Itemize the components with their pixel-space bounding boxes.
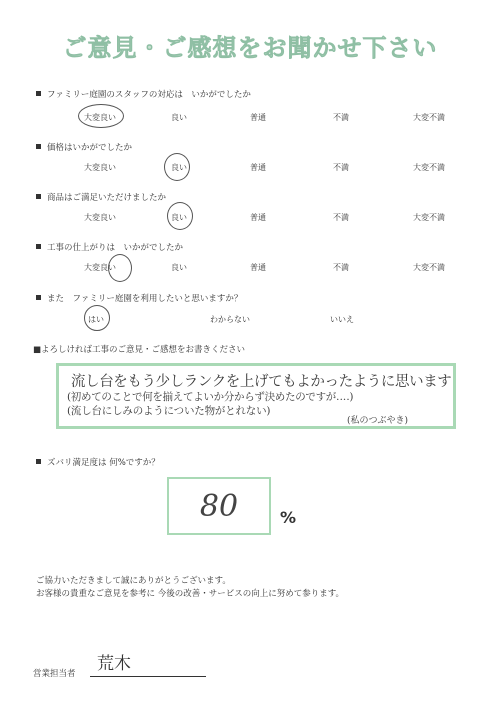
q3-option-very-dissatisfied[interactable]: 大変不満 <box>413 213 445 222</box>
thanks-line: ご協力いただきまして誠にありがとうございます。 <box>36 576 231 586</box>
comment-line: (流し台にしみのようについた物がとれない) <box>67 405 271 417</box>
thanks-line: お客様の貴重なご意見を参考に 今後の改善・サービスの向上に努めて参ります。 <box>36 589 345 599</box>
q5-option-no[interactable]: いいえ <box>330 315 354 324</box>
selection-circle <box>167 202 193 230</box>
bullet-square-icon <box>36 459 41 464</box>
question-label: 工事の仕上がりは いかがでしたか <box>47 243 184 253</box>
question-staff <box>36 88 251 100</box>
q2-option-good[interactable]: 良い <box>171 163 187 172</box>
q2-option-very-dissatisfied[interactable]: 大変不満 <box>413 163 445 172</box>
q4-option-dissatisfied[interactable]: 不満 <box>333 263 349 272</box>
signature-line <box>90 676 206 677</box>
comment-line: (初めてのことで何を揃えてよいか分からず決めたのですが‥‥) <box>67 391 354 403</box>
selection-circle <box>78 104 124 128</box>
q3-option-normal[interactable]: 普通 <box>250 213 266 222</box>
comment-line: 流し台をもう少しランクを上げてもよかったように思います <box>71 374 452 390</box>
q1-option-very-dissatisfied[interactable]: 大変不満 <box>413 113 445 122</box>
selection-circle <box>108 254 132 282</box>
question-label: ファミリー庭園のスタッフの対応は いかがでしたか <box>47 90 251 100</box>
q1-option-dissatisfied[interactable]: 不満 <box>333 113 349 122</box>
percent-sign: % <box>280 508 297 527</box>
question-label: 商品はご満足いただけましたか <box>47 193 167 203</box>
q1-option-normal[interactable]: 普通 <box>250 113 266 122</box>
staff-name: 荒木 <box>97 654 131 674</box>
q2-option-dissatisfied[interactable]: 不満 <box>333 163 349 172</box>
q2-option-very-good[interactable]: 大変良い <box>84 163 116 172</box>
staff-label: 営業担当者 <box>33 669 76 679</box>
selection-circle <box>84 305 110 331</box>
q4-option-very-dissatisfied[interactable]: 大変不満 <box>413 263 445 272</box>
satisfaction-label: ズバリ満足度は 何%ですか？ <box>47 458 160 468</box>
q5-option-unsure[interactable]: わからない <box>210 315 250 324</box>
q3-option-dissatisfied[interactable]: 不満 <box>333 213 349 222</box>
question-label: 価格はいかがでしたか <box>47 143 133 153</box>
comment-line: (私のつぶやき) <box>347 416 409 426</box>
q1-option-very-good[interactable]: 大変良い <box>84 113 116 122</box>
satisfaction-question <box>36 456 160 468</box>
selection-circle <box>164 153 190 181</box>
q3-option-very-good[interactable]: 大変良い <box>84 213 116 222</box>
q4-option-good[interactable]: 良い <box>171 263 187 272</box>
question-label: また ファミリー庭園を利用したいと思いますか？ <box>47 294 243 304</box>
comment-prompt: ■よろしければ工事のご意見・ご感想をお書きください <box>33 345 246 355</box>
q4-option-normal[interactable]: 普通 <box>250 263 266 272</box>
question-product <box>36 191 166 203</box>
q3-option-good[interactable]: 良い <box>171 213 187 222</box>
bullet-square-icon <box>36 91 41 96</box>
q5-option-yes[interactable]: はい <box>88 315 104 324</box>
question-reuse <box>36 292 242 304</box>
q1-option-good[interactable]: 良い <box>171 113 187 122</box>
bullet-square-icon <box>36 295 41 300</box>
form-title: ご意見・ご感想をお聞かせ下さい <box>62 34 438 62</box>
comment-box[interactable] <box>56 363 456 429</box>
q2-option-normal[interactable]: 普通 <box>250 163 266 172</box>
bullet-square-icon <box>36 244 41 249</box>
question-price <box>36 141 132 153</box>
satisfaction-box[interactable] <box>167 477 271 535</box>
q4-option-very-good[interactable]: 大変良い <box>84 263 116 272</box>
question-finish <box>36 241 183 253</box>
satisfaction-value: 80 <box>199 489 239 524</box>
bullet-square-icon <box>36 144 41 149</box>
bullet-square-icon <box>36 194 41 199</box>
